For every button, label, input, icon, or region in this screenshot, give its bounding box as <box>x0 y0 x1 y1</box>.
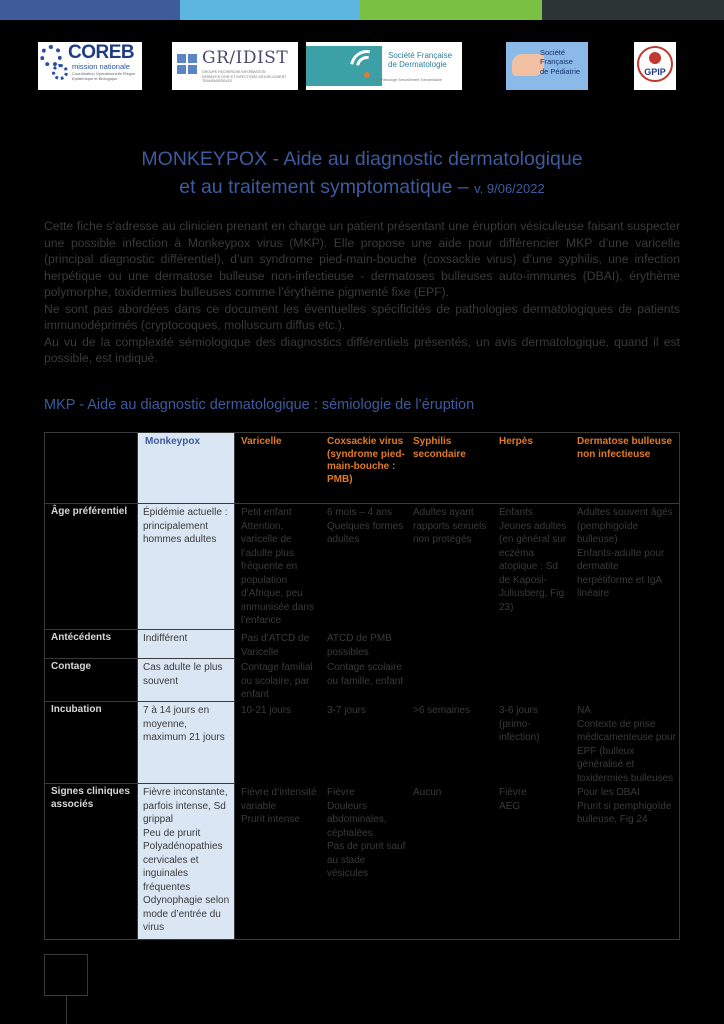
intro-paragraph-1: Cette fiche s’adresse au clinicien prenant en charge un patient présentant une éruption vésiculeuse faisant suspecter une possible infection à Monkeypox virus (MKP). Elle propose une aide pour différencier MKP d’une varicelle (principal diagnostic différentiel), d’un syndrome pied-main-bouche (coxsackie virus) d’une syphilis, une infection herpétique ou une dermatose bulleuse non-infectieuse - dermatoses bulleuses auto-immunes (DBAI), érythème polymorphe, toxidermies bulleuses comme l’érythème pigmenté fixe (EPF). <box>44 219 680 299</box>
sfd-line2: de Dermatologie <box>388 59 447 69</box>
table-cell: Pour les DBAI Prurit si pemphigoïde bulleuse, Fig 24 <box>577 787 672 825</box>
coreb-subtitle-small: Coordination Opérationnelle Risque Epidémique et Biologique <box>72 71 136 81</box>
table-cell: 6 mois – 4 ans Quelques formes adultes <box>327 507 404 545</box>
coreb-subtitle: mission nationale <box>72 62 130 71</box>
table-cell: NA Contexte de prise médicamenteuse pour EPF (bulleux généralisé et toxidermies bulleuses <box>577 705 676 784</box>
title-line2 <box>20 173 704 203</box>
table-cell: Fièvre d’intensité variable Prurit intense <box>241 787 317 825</box>
header-dermatose: Dermatose bulleuse non infectieuse <box>577 436 673 460</box>
table-cell: Fièvre inconstante, parfois intense, Sd grippal Peu de prurit Polyadénopathies cervicales et inguinales fréquentes Odynophagie selon mode d’entrée du virus <box>143 787 230 933</box>
header-herpes: Herpès <box>499 436 533 447</box>
table-divider <box>45 701 234 702</box>
sfd-logo <box>306 42 462 90</box>
intro-paragraph-3: Au vu de la complexité sémiologique des diagnostics différentiels présentés, un avis dermatologique, quand il est possible, est indiqué. <box>44 334 680 365</box>
sfd-line3: et de Pathologie Sexuellement Transmissible <box>372 78 442 82</box>
sfd-text <box>388 52 462 70</box>
coreb-name: COREB <box>68 42 135 63</box>
intro-text <box>44 218 680 367</box>
gridist-mark-icon <box>177 54 197 74</box>
table-cell: 7 à 14 jours en moyenne, maximum 21 jours <box>143 705 225 743</box>
table-divider <box>45 629 234 630</box>
color-band-cyan <box>180 0 360 20</box>
row-label-incubation: Incubation <box>51 704 102 715</box>
sfp-text <box>540 48 580 76</box>
table-cell: 3-6 jours (primo-infection) <box>499 705 540 743</box>
table-divider <box>45 503 679 504</box>
row-label-contage: Contage <box>51 661 91 672</box>
color-band-green <box>360 0 542 20</box>
table-divider <box>137 433 138 939</box>
sfp-logo <box>506 42 588 90</box>
gpip-logo <box>634 42 676 90</box>
sfd-line1: Société Française <box>388 51 453 60</box>
row-label-antecedents: Antécédents <box>51 632 112 643</box>
gridist-logo <box>172 42 298 90</box>
page-corner-line <box>66 996 67 1024</box>
page-title <box>20 145 704 203</box>
table-cell: ATCD de PMB possibles <box>327 633 392 658</box>
table-cell: Pas d’ATCD de Varicelle <box>241 633 310 658</box>
row-label-signes: Signes cliniques associés <box>51 786 130 810</box>
page-corner-box <box>44 954 88 996</box>
table-divider <box>234 433 235 939</box>
header-varicelle: Varicelle <box>241 436 282 447</box>
title-line2-text: et au traitement symptomatique – <box>179 176 475 198</box>
table-cell: Épidémie actuelle : principalement hommes adultes <box>143 507 228 545</box>
gear-small-icon <box>52 64 68 80</box>
table-cell: Adultes souvent âgés (pemphigoïde bulleuse) Enfants-adulte pour dermatite herpétiforme et IgA linéaire <box>577 507 673 599</box>
table-divider <box>45 783 234 784</box>
table-cell: 10-21 jours <box>241 705 292 716</box>
gridist-name: GR/IDIST <box>202 48 289 68</box>
table-divider <box>45 658 234 659</box>
version-label: v. 9/06/2022 <box>474 181 545 196</box>
coreb-logo <box>38 42 142 90</box>
child-icon <box>649 52 661 64</box>
dot-icon <box>364 72 370 78</box>
color-band-blue <box>0 0 180 20</box>
row-label-age: Âge préférentiel <box>51 506 128 517</box>
table-cell: Contage scolaire ou famille, enfant <box>327 662 404 687</box>
table-cell: Cas adulte le plus souvent <box>143 662 223 687</box>
logo-strip <box>0 42 724 90</box>
sfp-line2: Française <box>540 57 573 67</box>
table-cell: 3-7 jours <box>327 705 366 716</box>
table-cell: Aucun <box>413 787 442 798</box>
sfp-line3: de Pédiatrie <box>540 66 581 76</box>
table-cell: >6 semaines <box>413 705 470 716</box>
table-cell: Fièvre AEG <box>499 787 527 812</box>
gpip-name: GPIP <box>644 67 666 77</box>
table-cell: Indifférent <box>143 633 188 644</box>
comparison-table <box>44 432 680 940</box>
header-coxsackie: Coxsackie virus (syndrome pied-main-bouche : PMB) <box>327 436 405 485</box>
sfp-line1: Société <box>540 48 566 57</box>
table-cell: Enfants Jeunes adultes (en général sur eczéma atopique : Sd de Kaposi-Juliusberg, Fig 23) <box>499 507 567 613</box>
color-band <box>0 0 724 20</box>
gridist-subtitle: GROUPE RECHERCHE INFORMATION DERMATOLOGIE ET INFECTIONS SEXUELLEMENT TRANSMISSIBLES <box>202 70 287 84</box>
table-cell: Fièvre Douleurs abdominales, céphalées Pas de prurit sauf au stade vésicules <box>327 787 406 879</box>
table-cell: Petit enfant Attention, varicelle de l’adulte plus fréquente en population d’Afrique, peu immunisée dans l’enfance <box>241 507 314 626</box>
color-band-dark <box>542 0 724 20</box>
section-title: MKP - Aide au diagnostic dermatologique : sémiologie de l’éruption <box>44 397 475 413</box>
table-cell: Adultes ayant rapports sexuels non protégés <box>413 507 487 545</box>
header-syphilis: Syphilis secondaire <box>413 436 466 460</box>
header-monkeypox: Monkeypox <box>145 436 201 447</box>
table-cell: Contage familial ou scolaire, par enfant <box>241 662 313 700</box>
title-line1: MONKEYPOX - Aide au diagnostic dermatologique <box>141 148 583 170</box>
intro-paragraph-2: Ne sont pas abordées dans ce document les éventuelles spécificités de pathologies dermatologiques de patients immunodéprimés (cryptocoques, molluscum diffus etc.). <box>44 301 680 332</box>
